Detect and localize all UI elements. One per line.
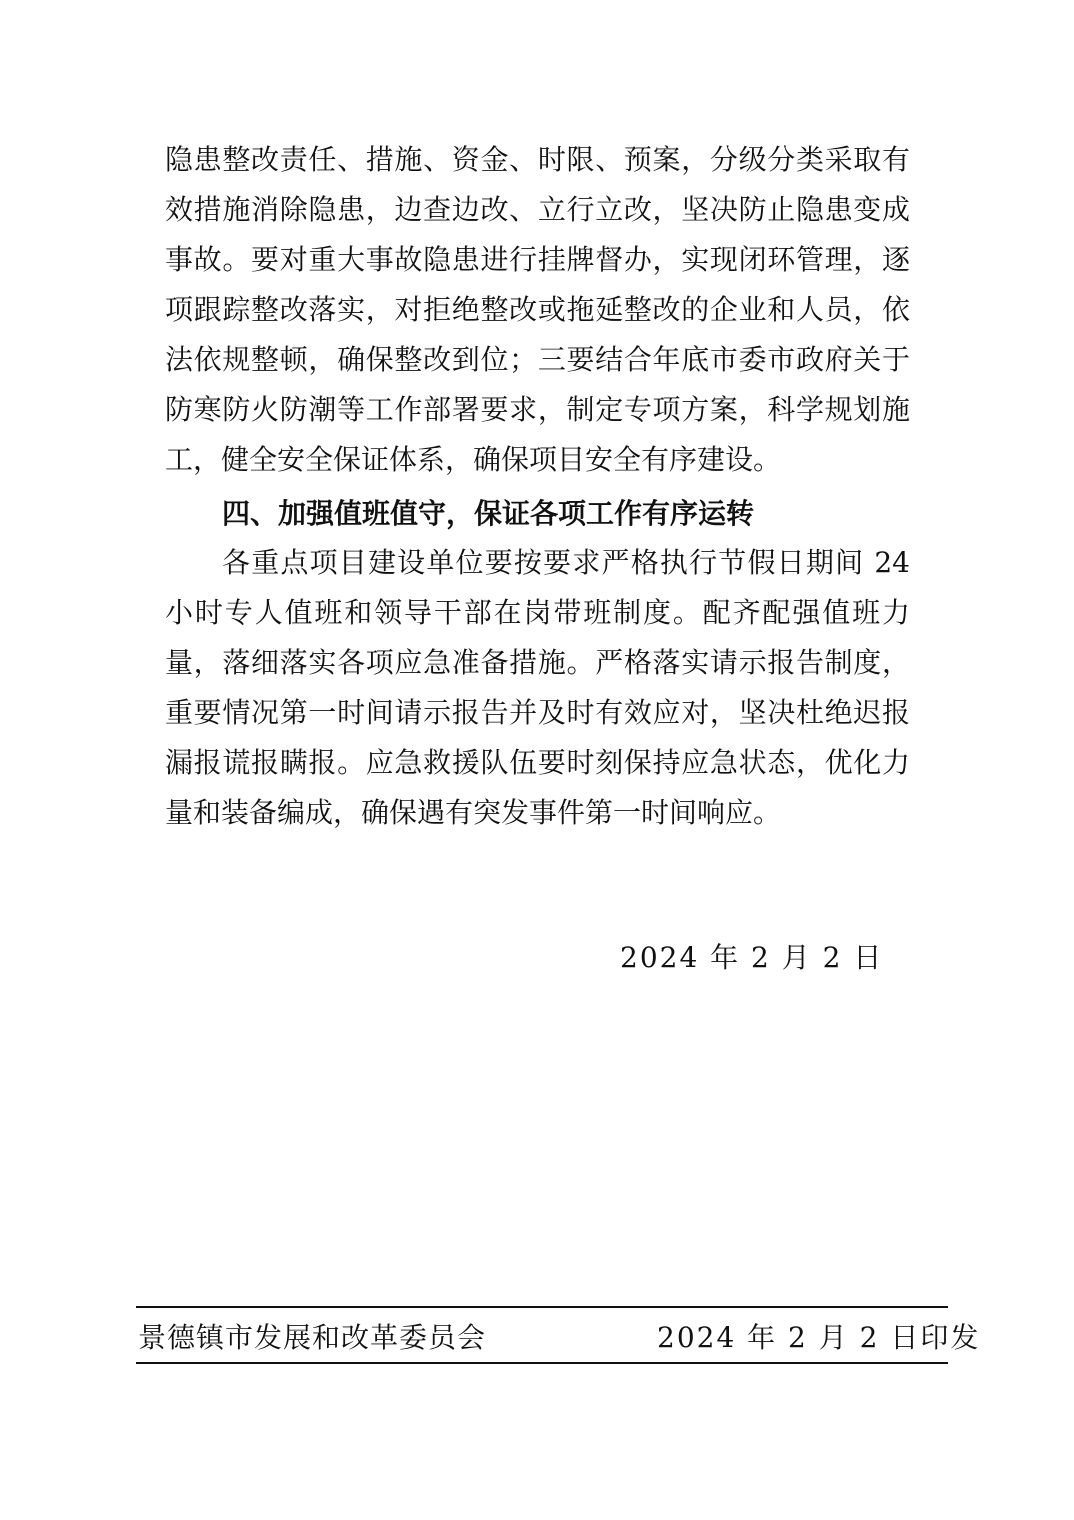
- paragraph-line: 效措施消除隐患，边查边改、立行立改，坚决防止隐患变成: [165, 193, 910, 226]
- paragraph-line: 重要情况第一时间请示报告并及时有效应对，坚决杜绝迟报: [165, 696, 910, 729]
- footer-issuer: 景德镇市发展和改革委员会: [138, 1321, 487, 1354]
- paragraph-line: 工，健全安全保证体系，确保项目安全有序建设。: [165, 443, 782, 476]
- paragraph-line: 量，落细落实各项应急准备措施。严格落实请示报告制度，: [165, 646, 910, 679]
- paragraph-line: 各重点项目建设单位要按要求严格执行节假日期间 24: [222, 546, 910, 579]
- paragraph-line: 漏报谎报瞒报。应急救援队伍要时刻保持应急状态，优化力: [165, 746, 910, 779]
- paragraph-line: 小时专人值班和领导干部在岗带班制度。配齐配强值班力: [165, 596, 910, 629]
- paragraph-line: 量和装备编成，确保遇有突发事件第一时间响应。: [165, 796, 782, 829]
- paragraph-line: 法依规整顿，确保整改到位；三要结合年底市委市政府关于: [165, 343, 910, 376]
- footer-bottom-rule: [136, 1362, 948, 1364]
- section-heading: 四、加强值班值守，保证各项工作有序运转: [222, 497, 755, 530]
- signature-date: 2024 年 2 月 2 日: [620, 941, 884, 974]
- paragraph-line: 事故。要对重大事故隐患进行挂牌督办，实现闭环管理，逐: [165, 243, 910, 276]
- paragraph-line: 项跟踪整改落实，对拒绝整改或拖延整改的企业和人员，依: [165, 293, 910, 326]
- paragraph-line: 隐患整改责任、措施、资金、时限、预案，分级分类采取有: [165, 143, 910, 176]
- footer-top-rule: [136, 1306, 948, 1308]
- paragraph-line: 防寒防火防潮等工作部署要求，制定专项方案，科学规划施: [165, 393, 910, 426]
- footer-issue-date: 2024 年 2 月 2 日印发: [657, 1321, 981, 1354]
